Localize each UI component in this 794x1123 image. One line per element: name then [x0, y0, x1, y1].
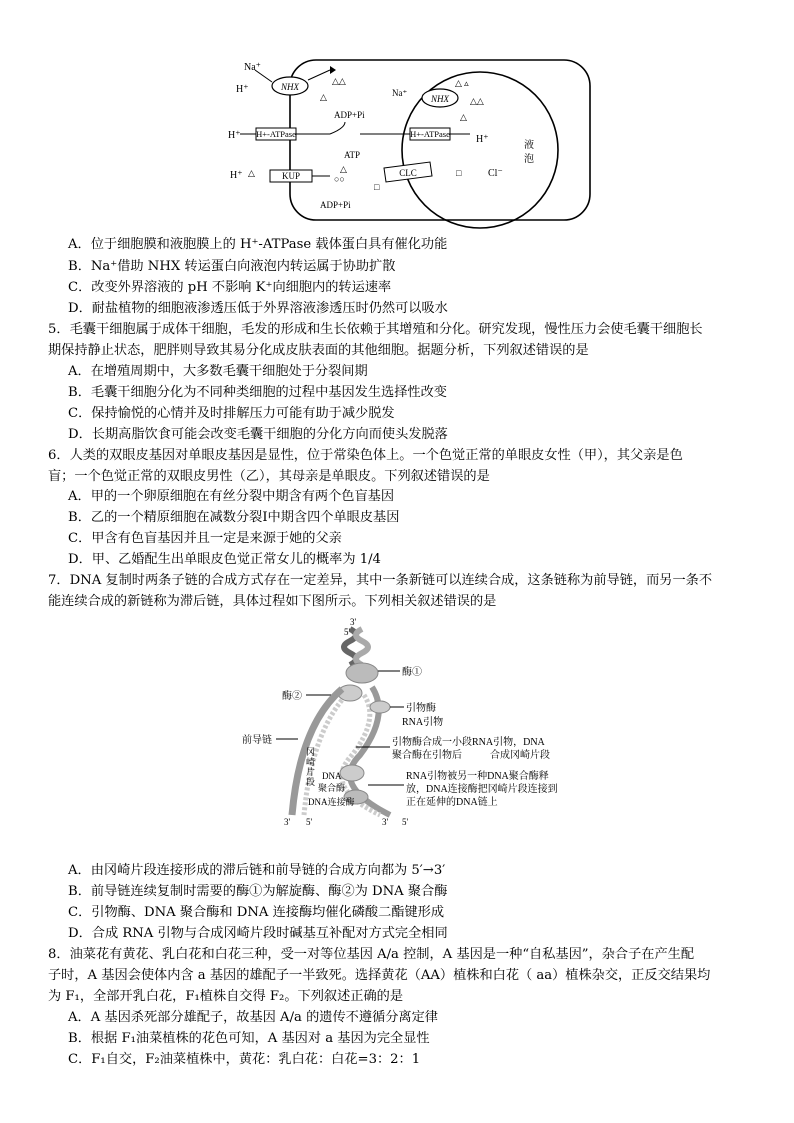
- q8-option-b: B．根据 F₁油菜植株的花色可知，A 基因对 a 基因为完全显性: [68, 1031, 430, 1046]
- top-3-label: 3': [350, 617, 357, 627]
- svg-text:○○: ○○: [334, 174, 345, 184]
- svg-text:△: △: [460, 112, 467, 122]
- q8-option-a: A．A 基因杀死部分雄配子，故基因 A/a 的遗传不遵循分离定律: [68, 1010, 438, 1025]
- q7-stem-line2: 能连续合成的新链称为滞后链，具体过程如下图所示。下列相关叙述错误的是: [48, 594, 497, 609]
- q4-option-a: A．位于细胞膜和液胞膜上的 H⁺-ATPase 载体蛋白具有催化功能: [68, 237, 448, 252]
- q8-stem-line2: 子时，A 基因会使体内含 a 基因的雄配子一半致死。选择黄花（AA）植株和白花（ aa）植株杂交，正反交结果均: [48, 968, 711, 983]
- okazaki-char-4: 段: [306, 777, 316, 787]
- q5-option-c: C．保持愉悦的心情并及时排解压力可能有助于减少脱发: [68, 406, 395, 421]
- atpase-vac-label: H+-ATPase: [410, 129, 450, 139]
- q5-stem-line1: 5．毛囊干细胞属于成体干细胞，毛发的形成和生长依赖于其增殖和分化。研究发现，慢性压力会使毛囊干细胞长: [48, 322, 703, 337]
- q5-stem-line2: 期保持静止状态，肥胖则导致其易分化成皮肤表面的其他细胞。据题分析，下列叙述错误的是: [48, 343, 589, 358]
- h-ext-mid-label: H⁺: [228, 130, 241, 141]
- q8-option-c: C．F₁自交，F₂油菜植株中，黄花：乳白花：白花=3：2：1: [68, 1052, 421, 1067]
- primase-label: 引物酶: [406, 703, 436, 714]
- h-ext-low-label: H⁺: [230, 170, 243, 181]
- okazaki-char-3: 片: [306, 767, 316, 777]
- cl-label: Cl⁻: [488, 168, 503, 179]
- bottom-left-5: 5': [306, 817, 313, 827]
- q6-option-a: A．甲的一个卵原细胞在有丝分裂中期含有两个色盲基因: [68, 489, 395, 504]
- adp-top-label: ADP+Pi: [334, 110, 365, 120]
- note2-line2: 放，DNA连接酶把冈崎片段连接到: [406, 784, 558, 795]
- q4-option-b: B．Na⁺借助 NHX 转运蛋白向液泡内转运属于协助扩散: [68, 259, 396, 274]
- clc-label: CLC: [399, 168, 417, 178]
- svg-text:△△: △△: [332, 76, 346, 86]
- atpase-plasma-label: H+-ATPase: [256, 129, 296, 139]
- q7-option-b: B．前导链连续复制时需要的酶①为解旋酶、酶②为 DNA 聚合酶: [68, 884, 448, 899]
- okazaki-char-1: 冈: [306, 747, 316, 757]
- q7-stem-line1: 7．DNA 复制时两条子链的合成方式存在一定差异，其中一条新链可以连续合成，这条链称为前导链，而另一条不: [48, 573, 713, 588]
- bottom-right-3: 3': [382, 817, 389, 827]
- enzyme2-label: 酶②: [282, 691, 302, 702]
- q6-stem-line1: 6．人类的双眼皮基因对单眼皮基因是显性，位于常染色体上。一个色觉正常的单眼皮女性（甲），其父亲是色: [48, 448, 683, 463]
- svg-text:□: □: [374, 182, 380, 192]
- q4-option-c: C．改变外界溶液的 pH 不影响 K⁺向细胞内的转运速率: [68, 280, 392, 295]
- note2-line1: RNA引物被另一种DNA聚合酶释: [406, 771, 549, 782]
- q8-stem-line1: 8．油菜花有黄花、乳白花和白花三种，受一对等位基因 A/a 控制，A 基因是一种“自私基因”，杂合子在产生配: [48, 947, 695, 962]
- q6-option-c: C．甲含有色盲基因并且一定是来源于她的父亲: [68, 531, 342, 546]
- vacuole-label-2: 泡: [524, 154, 534, 165]
- note1-line1: 引物酶合成一小段RNA引物，DNA: [392, 737, 545, 748]
- ion-transport-figure: [0, 0, 794, 235]
- bottom-right-5: 5': [402, 817, 409, 827]
- enzyme1-label: 酶①: [402, 667, 422, 678]
- na-vac-label: Na⁺: [392, 88, 408, 98]
- q8-stem-line3: 为 F₁，全部开乳白花，F₁植株自交得 F₂。下列叙述正确的是: [48, 989, 404, 1004]
- rna-primer-label: RNA引物: [402, 717, 444, 728]
- dna-pol-label-1: DNA: [322, 771, 342, 781]
- note2-line3: 正在延伸的DNA链上: [406, 797, 498, 808]
- svg-text:△: △: [340, 164, 347, 174]
- nhx-vac-label: NHX: [431, 94, 449, 104]
- q4-option-d: D．耐盐植物的细胞液渗透压低于外界溶液渗透压时仍然可以吸水: [68, 301, 448, 316]
- q7-option-a: A．由冈崎片段连接形成的滞后链和前导链的合成方向都为 5′→3′: [68, 863, 446, 878]
- adp-bottom-label: ADP+Pi: [320, 200, 351, 210]
- q5-option-a: A．在增殖周期中，大多数毛囊干细胞处于分裂间期: [68, 364, 368, 379]
- note1-line3: 合成冈崎片段: [490, 750, 550, 761]
- atp-label: ATP: [344, 150, 361, 160]
- okazaki-char-2: 崎: [306, 757, 316, 767]
- svg-text:△△: △△: [470, 96, 484, 106]
- dna-pol-label-2: 聚合酶: [318, 783, 346, 793]
- q6-option-d: D．甲、乙婚配生出单眼皮色觉正常女儿的概率为 1/4: [68, 552, 381, 567]
- svg-text:□: □: [456, 168, 462, 178]
- nhx-plasma-label: NHX: [281, 82, 299, 92]
- kup-label: KUP: [281, 171, 301, 181]
- svg-text:△: △: [320, 92, 327, 102]
- na-ext-label: Na⁺: [244, 62, 261, 73]
- dna-replication-figure: [0, 615, 794, 830]
- ligase-label: DNA连接酶: [308, 797, 355, 807]
- h-vac-label: H⁺: [476, 134, 489, 145]
- svg-text:△: △: [248, 168, 255, 178]
- q7-option-c: C．引物酶、DNA 聚合酶和 DNA 连接酶均催化磷酸二酯键形成: [68, 905, 445, 920]
- q5-option-d: D．长期高脂饮食可能会改变毛囊干细胞的分化方向而使头发脱落: [68, 427, 448, 442]
- vacuole-label-1: 液: [524, 140, 534, 151]
- note1-line2: 聚合酶在引物后: [392, 750, 462, 761]
- leading-label: 前导链: [242, 735, 272, 746]
- q5-option-b: B．毛囊干细胞分化为不同种类细胞的过程中基因发生选择性改变: [68, 385, 447, 400]
- q6-stem-line2: 盲；一个色觉正常的双眼皮男性（乙），其母亲是单眼皮。下列叙述错误的是: [48, 469, 490, 484]
- h-ext-top-label: H⁺: [236, 84, 249, 95]
- bottom-left-3: 3': [284, 817, 291, 827]
- q6-option-b: B．乙的一个精原细胞在减数分裂Ⅰ中期含四个单眼皮基因: [68, 510, 400, 525]
- top-5-label: 5': [344, 627, 351, 637]
- svg-text:△ ▵: △ ▵: [455, 78, 469, 88]
- q7-option-d: D．合成 RNA 引物与合成冈崎片段时碱基互补配对方式完全相同: [68, 926, 448, 941]
